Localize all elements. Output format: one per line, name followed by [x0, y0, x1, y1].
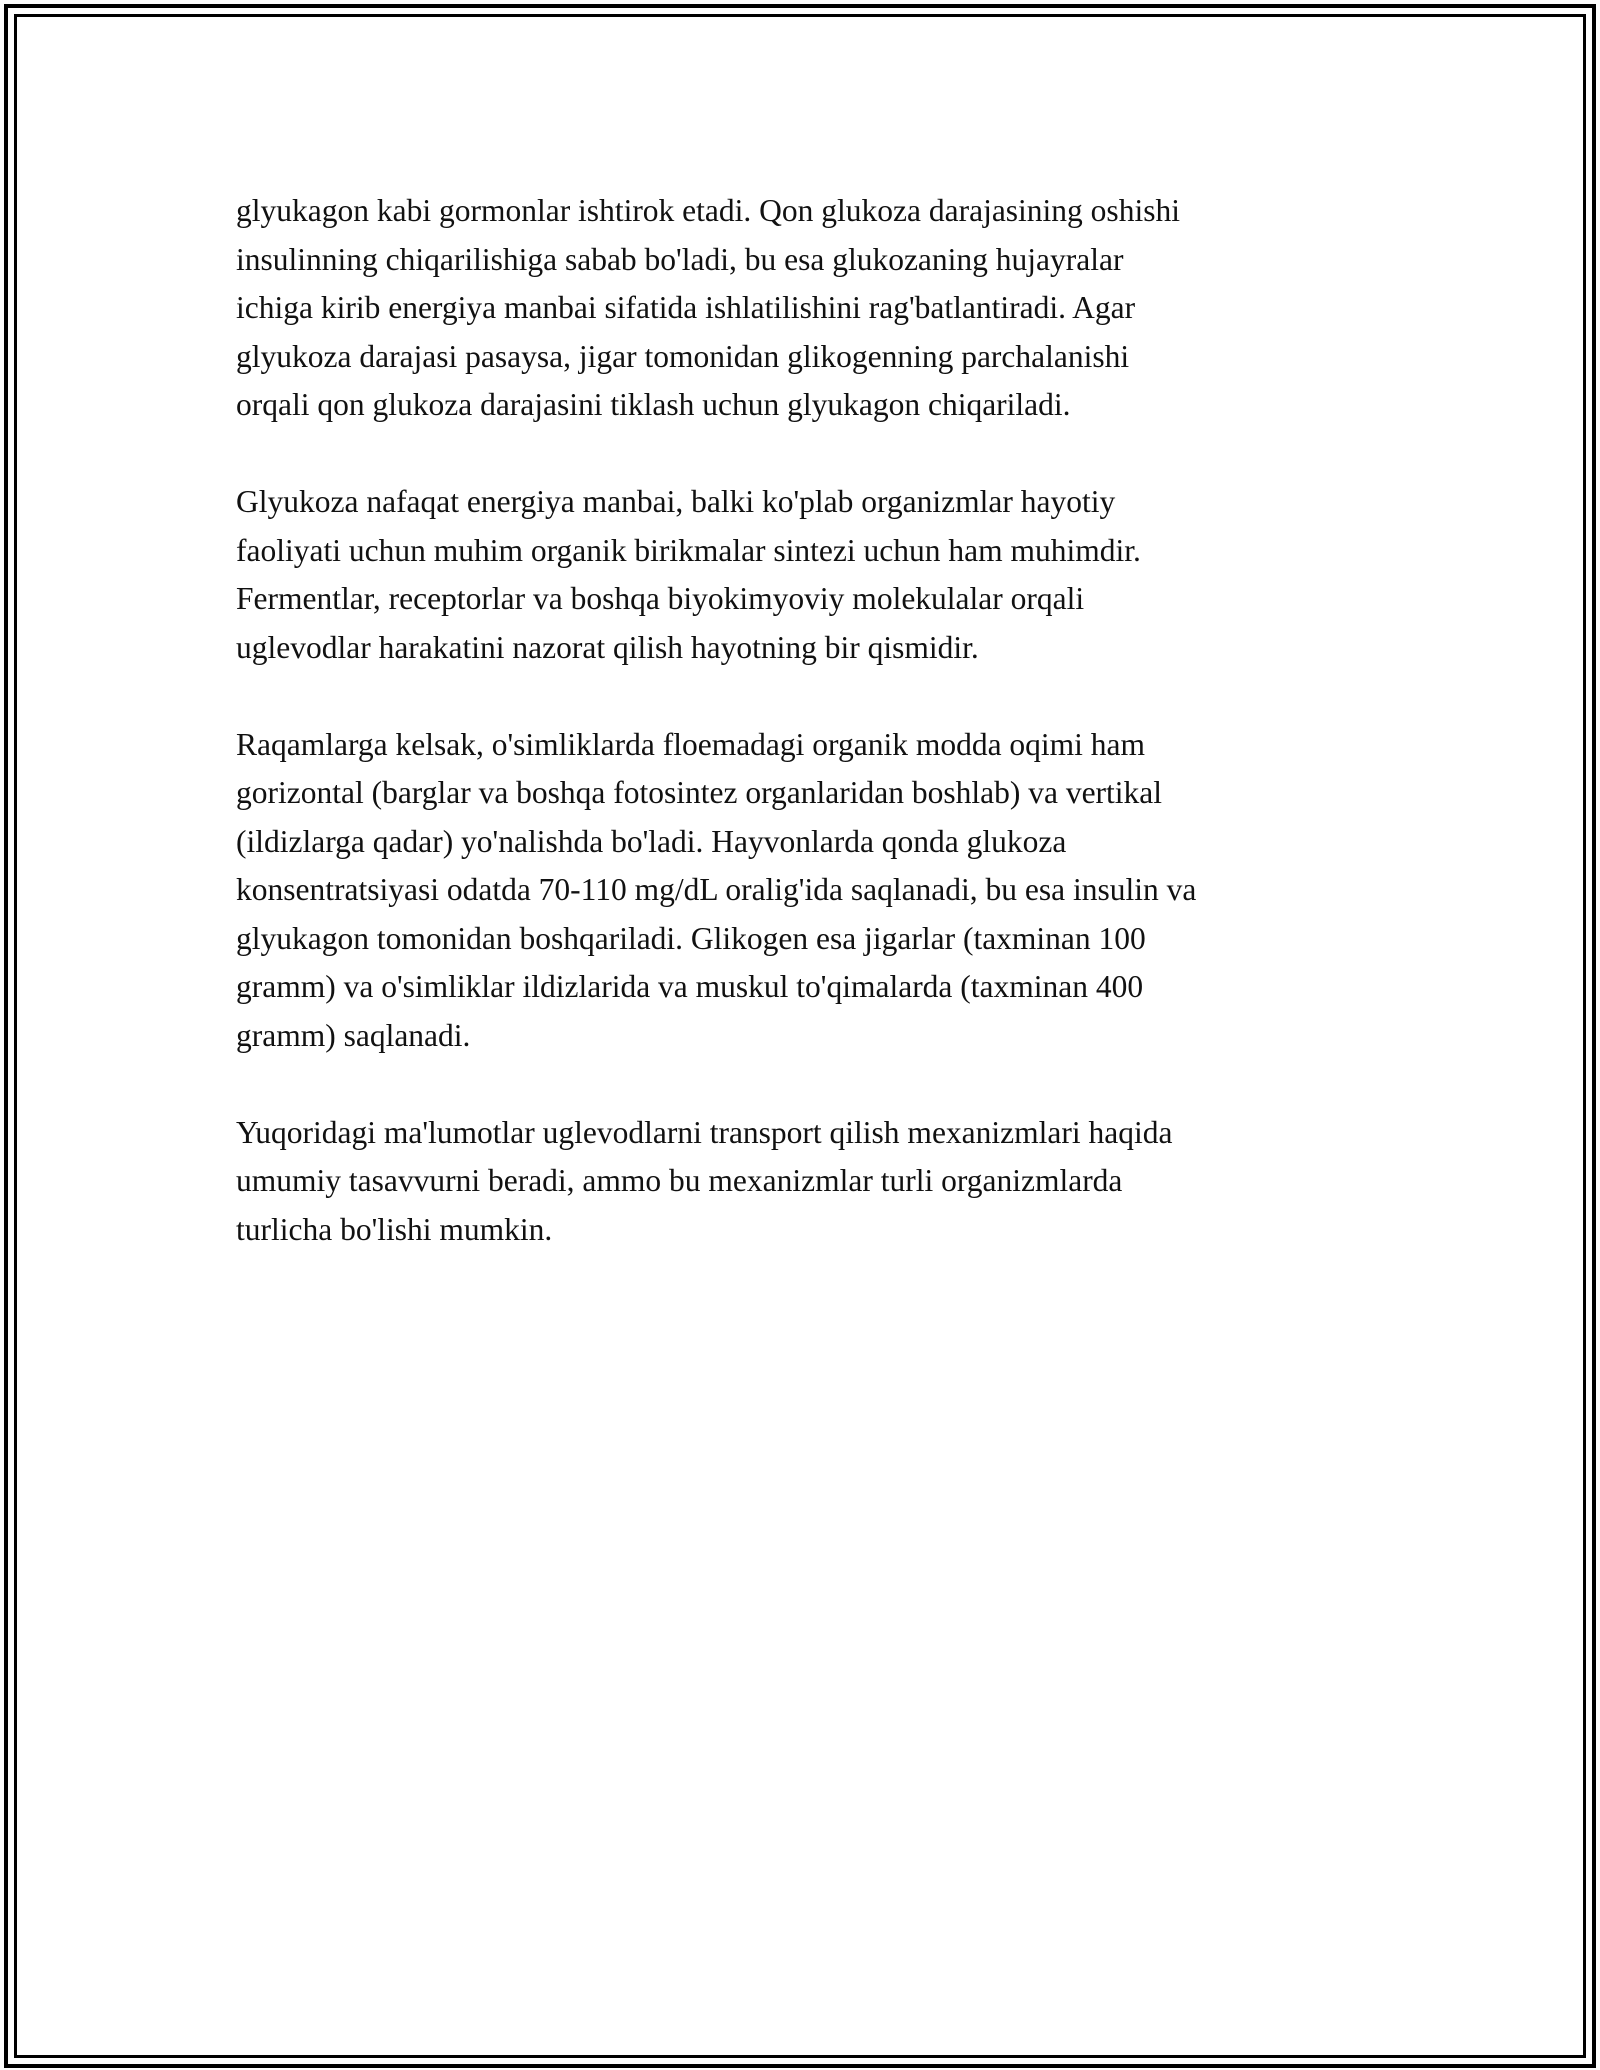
text-line: turlicha bo'lishi mumkin.: [236, 1211, 553, 1247]
text-line: glyukagon kabi gormonlar ishtirok etadi. Qon glukoza darajasining oshishi: [236, 193, 1180, 228]
paragraph-2: [236, 478, 1366, 672]
text-line: Yuqoridagi ma'lumotlar uglevodlarni transport qilish mexanizmlari haqida: [236, 1114, 1173, 1150]
paragraph-4: [236, 1109, 1366, 1255]
document-body: [236, 187, 1366, 1303]
text-line: faoliyati uchun muhim organik birikmalar sintezi uchun ham muhimdir.: [236, 532, 1141, 568]
text-line: konsentratsiyasi odatda 70-110 mg/dL oralig'ida saqlanadi, bu esa insulin va: [236, 872, 1197, 907]
text-line: (ildizlarga qadar) yo'nalishda bo'ladi. Hayvonlarda qonda glukoza: [236, 823, 1067, 859]
text-line: uglevodlar harakatini nazorat qilish hayotning bir qismidir.: [236, 629, 979, 665]
paragraph-3: [236, 721, 1366, 1061]
text-line: ichiga kirib energiya manbai sifatida ishlatilishini rag'batlantiradi. Agar: [236, 290, 1136, 325]
text-line: glyukagon tomonidan boshqariladi. Glikogen esa jigarlar (taxminan 100: [236, 920, 1146, 956]
text-line: umumiy tasavvurni beradi, ammo bu mexanizmlar turli organizmlarda: [236, 1163, 1123, 1198]
text-line: insulinning chiqarilishiga sabab bo'ladi, bu esa glukozaning hujayralar: [236, 241, 1124, 277]
paragraph-1: [236, 187, 1366, 430]
text-line: orqali qon glukoza darajasini tiklash uchun glyukagon chiqariladi.: [236, 387, 1071, 422]
text-line: gorizontal (barglar va boshqa fotosintez organlaridan boshlab) va vertikal: [236, 775, 1163, 810]
text-line: Raqamlarga kelsak, o'simliklarda floemadagi organik modda oqimi ham: [236, 726, 1146, 762]
text-line: glyukoza darajasi pasaysa, jigar tomonidan glikogenning parchalanishi: [236, 338, 1130, 374]
text-line: gramm) saqlanadi.: [236, 1017, 471, 1053]
text-line: Glyukoza nafaqat energiya manbai, balki ko'plab organizmlar hayotiy: [236, 484, 1116, 519]
text-line: Fermentlar, receptorlar va boshqa biyokimyoviy molekulalar orqali: [236, 581, 1085, 616]
text-line: gramm) va o'simliklar ildizlarida va muskul to'qimalarda (taxminan 400: [236, 969, 1144, 1004]
